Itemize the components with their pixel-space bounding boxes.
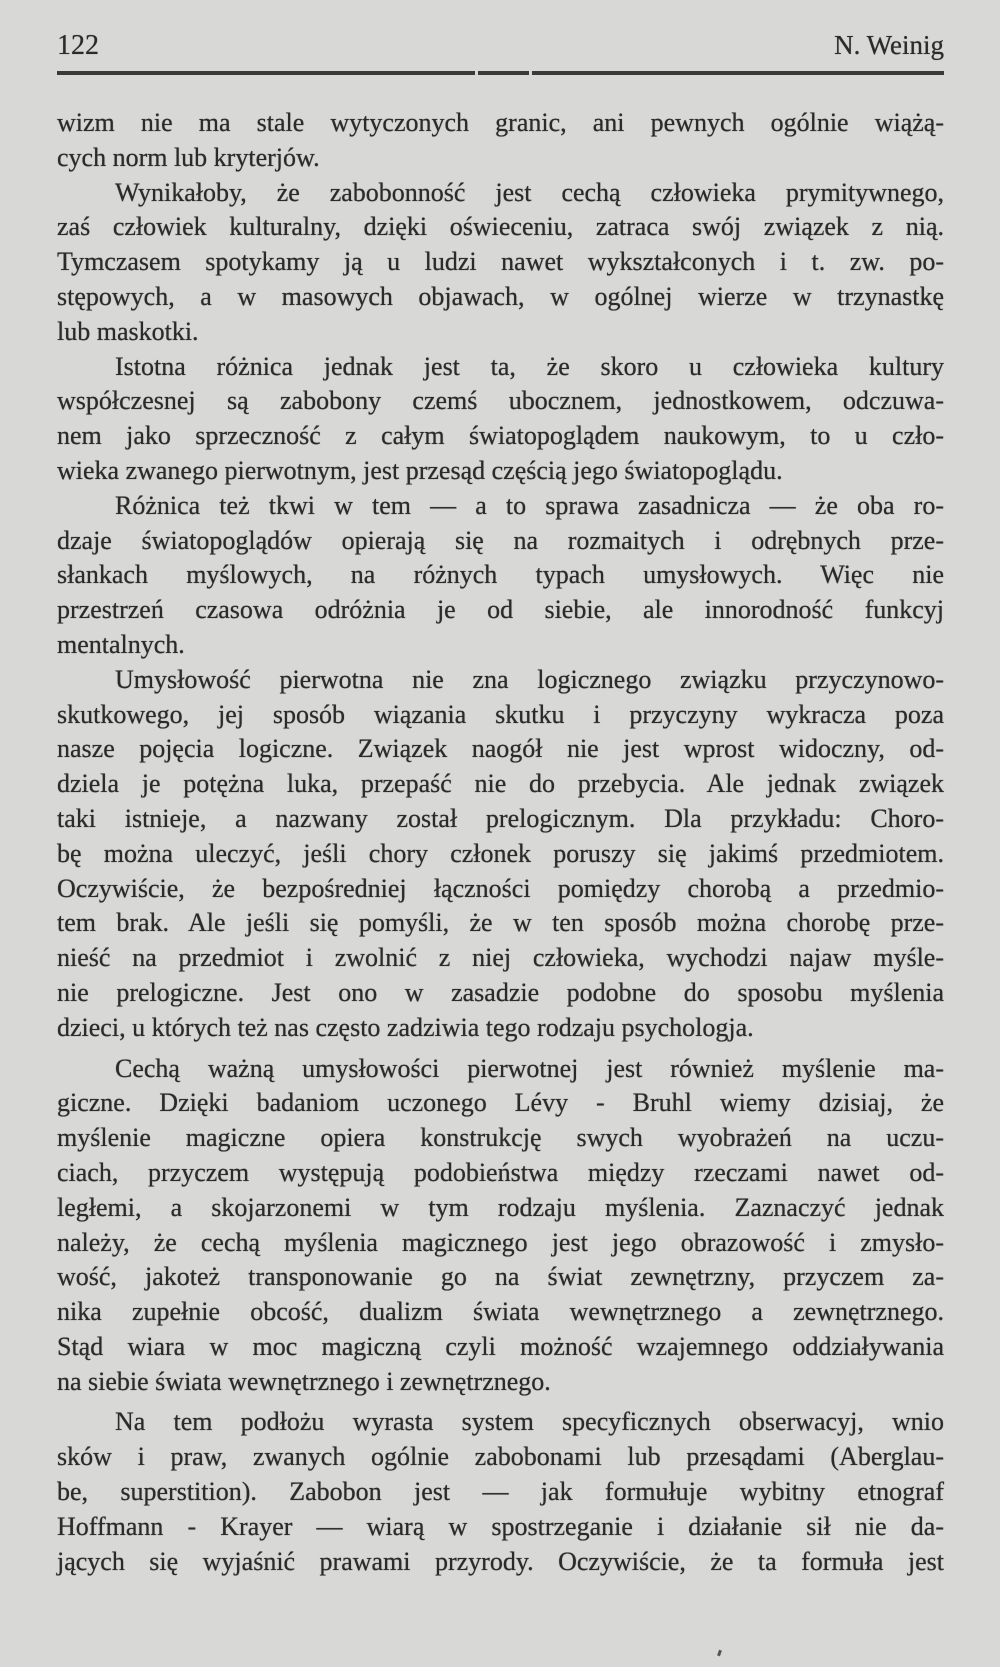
body-text <box>57 106 944 1579</box>
text-line: wieka zwanego pierwotnym, jest przesąd częścią jego światopoglądu. <box>57 455 783 485</box>
text-line: tem brak. Ale jeśli się pomyśli, że w ten sposób można chorobę prze- <box>57 908 944 938</box>
text-line: bę można uleczyć, jeśli chory członek poruszy się jakimś przedmiotem. <box>57 838 944 868</box>
text-line: Oczywiście, że bezpośredniej łączności pomiędzy chorobą a przedmio- <box>57 873 944 903</box>
text-line: dziela je potężna luka, przepaść nie do przebycia. Ale jednak związek <box>57 769 944 799</box>
text-line: współczesnej są zabobony czemś ubocznem, jednostkowem, odczuwa- <box>57 386 944 416</box>
header-rule-break <box>475 71 478 75</box>
text-line: sków i praw, zwanych ogólnie zabobonami lub przesądami (Aberglau- <box>57 1442 944 1472</box>
text-line: nieść na przedmiot i zwolnić z niej człowieka, wychodzi najaw myśle- <box>57 943 944 973</box>
text-line: stępowych, a w masowych objawach, w ogólnej wierze w trzynastkę <box>57 281 944 311</box>
text-line: cych norm lub kryterjów. <box>57 142 320 172</box>
text-line: Istotna różnica jednak jest ta, że skoro u człowieka kultury <box>115 351 944 381</box>
text-line: lub maskotki. <box>57 316 199 346</box>
text-line: nie prelogiczne. Jest ono w zasadzie podobne do sposobu myślenia <box>57 977 944 1007</box>
header-rule <box>57 71 944 75</box>
text-line: wość, jakoteż transponowanie go na świat zewnętrzny, przyczem za- <box>57 1262 944 1292</box>
header-rule-break <box>529 71 532 75</box>
text-line: Na tem podłożu wyrasta system specyficznych obserwacyj, wnio <box>115 1407 944 1437</box>
text-line: słankach myślowych, na różnych typach umysłowych. Więc nie <box>57 560 944 590</box>
text-line: nasze pojęcia logiczne. Związek naogół nie jest wprost widoczny, od- <box>57 734 944 764</box>
text-line: Różnica też tkwi w tem — a to sprawa zasadnicza — że oba ro- <box>115 490 944 520</box>
text-line: nem jako sprzeczność z całym światopoglądem naukowym, to u czło- <box>57 421 944 451</box>
text-line: na siebie świata wewnętrznego i zewnętrznego. <box>57 1366 551 1396</box>
text-line: Stąd wiara w moc magiczną czyli możność wzajemnego oddziaływania <box>57 1331 944 1361</box>
page-number: 122 <box>57 30 99 61</box>
text-line: skutkowego, jej sposób wiązania skutku i przyczyny wykracza poza <box>57 699 944 729</box>
text-line: myślenie magiczne opiera konstrukcję swych wyobrażeń na uczu- <box>57 1123 944 1153</box>
text-line: taki istnieje, a nazwany został prelogicznym. Dla przykładu: Choro- <box>57 803 944 833</box>
text-line: przestrzeń czasowa odróżnia je od siebie, ale innorodność funkcyj <box>57 595 944 625</box>
text-line: nika zupełnie obcość, dualizm świata wewnętrznego a zewnętrznego. <box>57 1297 944 1327</box>
text-line: ległemi, a skojarzonemi w tym rodzaju myślenia. Zaznaczyć jednak <box>57 1192 944 1222</box>
text-line: giczne. Dzięki badaniom uczonego Lévy - Bruhl wiemy dzisiaj, że <box>57 1088 944 1118</box>
running-head-author: N. Weinig <box>834 30 944 60</box>
text-line: zaś człowiek kulturalny, dzięki oświeceniu, zatraca swój związek z nią. <box>57 212 944 242</box>
text-line: Umysłowość pierwotna nie zna logicznego związku przyczynowo- <box>115 664 944 694</box>
text-line: Wynikałoby, że zabobonność jest cechą człowieka prymitywnego, <box>115 177 944 207</box>
text-line: Hoffmann - Krayer — wiarą w spostrzeganie i działanie sił nie da- <box>57 1511 944 1541</box>
text-line: mentalnych. <box>57 629 185 659</box>
text-line: należy, że cechą myślenia magicznego jest jego obrazowość i zmysło- <box>57 1227 944 1257</box>
scan-speck <box>717 1650 722 1657</box>
text-line: dzieci, u których też nas często zadziwia tego rodzaju psychologja. <box>57 1012 754 1042</box>
text-line: Tymczasem spotykamy ją u ludzi nawet wykształconych i t. zw. po- <box>57 247 944 277</box>
text-line: jących się wyjaśnić prawami przyrody. Oczywiście, że ta formuła jest <box>57 1546 944 1576</box>
text-line: wizm nie ma stale wytyczonych granic, ani pewnych ogólnie wiążą- <box>57 108 944 137</box>
text-line: Cechą ważną umysłowości pierwotnej jest również myślenie ma- <box>115 1053 944 1083</box>
text-line: dzaje światopoglądów opierają się na rozmaitych i odrębnych prze- <box>57 525 944 555</box>
text-line: be, superstition). Zabobon jest — jak formułuje wybitny etnograf <box>57 1477 944 1507</box>
text-line: ciach, przyczem występują podobieństwa między rzeczami nawet od- <box>57 1157 944 1187</box>
